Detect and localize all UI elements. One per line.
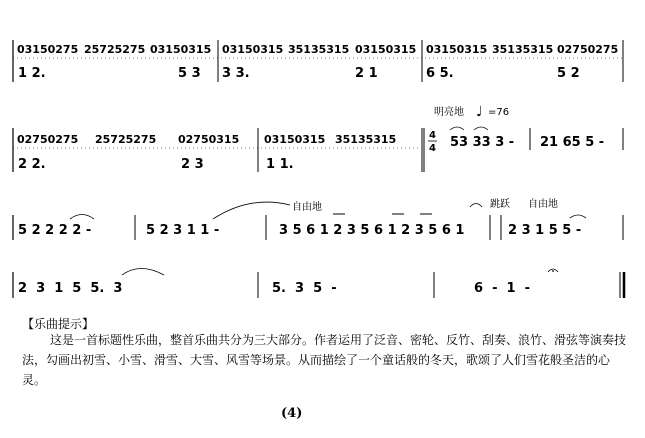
page-number: (4) <box>281 406 303 421</box>
score-system-3 <box>13 197 623 240</box>
s1-upper-6: 03150315 <box>355 43 417 56</box>
free-tempo-1: 自由地 <box>292 202 322 213</box>
s1-upper-2: 25725275 <box>84 43 146 56</box>
leap-marking: 跳跃 <box>490 199 510 210</box>
s1-upper-7: 03150315 <box>426 43 488 56</box>
tempo-marking: 明亮地 <box>434 107 464 118</box>
s1-upper-4: 03150315 <box>222 43 284 56</box>
s4-measure-2: 5. 3 5 - <box>272 281 337 296</box>
s3-measure-2: 5 2 3 1 1 - <box>146 223 220 238</box>
s2-upper-5: 35135315 <box>335 133 397 146</box>
s2-upper-3: 02750315 <box>178 133 240 146</box>
s1-lower-6: 5 2 <box>557 66 580 81</box>
s1-lower-5: 6 5. <box>426 66 454 81</box>
quarter-note-icon: ♩ <box>476 104 483 120</box>
time-signature-top: 4 <box>429 130 436 141</box>
score-system-4 <box>13 269 624 299</box>
s2-upper-1: 02750275 <box>17 133 79 146</box>
s2-upper-2: 25725275 <box>95 133 157 146</box>
music-hint-body: 这是一首标题性乐曲，整首乐曲共分为三大部分。作者运用了泛音、密轮、反竹、刮奏、浪竹、滑弦等演奏技法，勾画出初雪、小雪、滑雪、大雪、风雪等场景。从而描绘了一个童话般的冬天，歌颂了人们雪花般圣洁的心灵。 <box>22 333 627 387</box>
s1-lower-4: 2 1 <box>355 66 378 81</box>
music-hint-title: 【乐曲提示】 <box>22 317 95 331</box>
s3-measure-1: 5 2 2 2 2 - <box>18 223 92 238</box>
s1-lower-3: 3 3. <box>222 66 250 81</box>
time-signature-bottom: 4 <box>429 143 436 154</box>
s3-measure-4: 2 3 1 5 5 - <box>508 223 582 238</box>
s1-upper-1: 03150275 <box>17 43 79 56</box>
s2-upper-4: 03150315 <box>264 133 326 146</box>
score-system-2 <box>13 104 623 172</box>
s2-lower-1: 2 2. <box>18 157 46 172</box>
s1-lower-2: 5 3 <box>178 66 201 81</box>
s1-lower-1: 1 2. <box>18 66 46 81</box>
s4-measure-1: 2 3 1 5 5. 3 <box>18 281 123 296</box>
s3-measure-3: 3 5 6 1 2 3 5 6 1 2 3 5 6 1 <box>279 223 465 238</box>
free-tempo-2: 自由地 <box>528 199 558 210</box>
s4-measure-3: 6 - 1 - <box>474 281 531 296</box>
s1-upper-8: 35135315 <box>492 43 554 56</box>
score-system-1 <box>13 40 623 82</box>
s1-upper-5: 35135315 <box>288 43 350 56</box>
s1-upper-9: 02750275 <box>557 43 619 56</box>
s2-lower-2: 2 3 <box>181 157 204 172</box>
s2-lower-3: 1 1. <box>266 157 294 172</box>
tempo-value: =76 <box>488 107 510 118</box>
s2-right-1: 53 33 3 - <box>450 135 515 150</box>
s2-right-2: 21 65 5 - <box>540 135 605 150</box>
s1-upper-3: 03150315 <box>150 43 212 56</box>
